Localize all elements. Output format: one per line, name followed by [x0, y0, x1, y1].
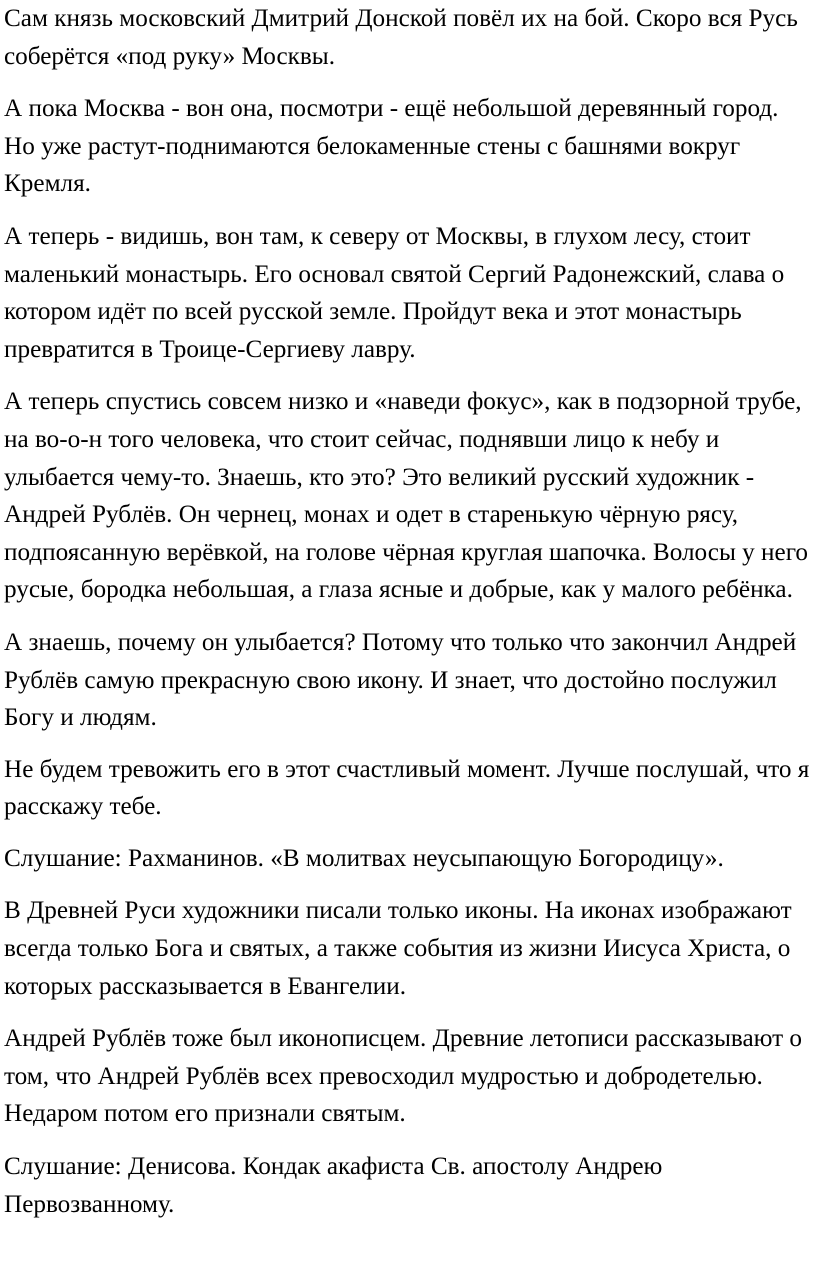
paragraph-listening-denisova: Слушание: Денисова. Кондак акафиста Св. апостолу Андрею Первозванному. [4, 1153, 663, 1218]
paragraph-dmitry-donskoy: Сам князь московский Дмитрий Донской повёл их на бой. Скоро вся Русь соберётся «под руку» Москвы. [4, 5, 798, 70]
paragraph-listening-rachmaninov: Слушание: Рахманинов. «В молитвах неусыпающую Богородицу». [4, 844, 724, 872]
paragraph-andrei-rublev: А теперь спустись совсем низко и «наведи фокус», как в подзорной трубе, на во-о-н того человека, что стоит сейчас, поднявши лицо к небу и улыбается чему-то. Знаешь, кто это? Это великий русский художник - Андрей Рублёв. Он чернец, монах и одет в старенькую чёрную рясу, подпоясанную верёвкой, на голове чёрная круглая шапочка. Волосы у него русые, бородка небольшая, а глаза ясные и добрые, как у малого ребёнка. [4, 388, 809, 604]
paragraph-monastery: А теперь - видишь, вон там, к северу от Москвы, в глухом лесу, стоит маленький монастырь. Его основал святой Сергий Радонежский, слава о котором идёт по всей русской земле. Пройдут века и этот монастырь превратится в Троице-Сергиеву лавру. [4, 222, 785, 363]
paragraph-moscow-town: А пока Москва - вон она, посмотри - ещё небольшой деревянный город. Но уже растут-поднимаются белокаменные стены с башнями вокруг Кремля. [4, 95, 779, 198]
paragraph-why-smiling: А знаешь, почему он улыбается? Потому что только что закончил Андрей Рублёв самую прекрасную свою икону. И знает, что достойно послужил Богу и людям. [4, 628, 797, 732]
paragraph-icons: В Древней Руси художники писали только иконы. На иконах изображают всегда только Бога и святых, а также события из жизни Иисуса Христа, о которых рассказывается в Евангелии. [4, 897, 792, 1000]
paragraph-do-not-disturb: Не будем тревожить его в этот счастливый момент. Лучше послушай, что я расскажу тебе. [4, 755, 810, 821]
paragraph-icon-painter: Андрей Рублёв тоже был иконописцем. Древние летописи рассказывают о том, что Андрей Рублёв всех превосходил мудростью и добродетелью. Недаром потом его признали святым. [4, 1025, 803, 1128]
